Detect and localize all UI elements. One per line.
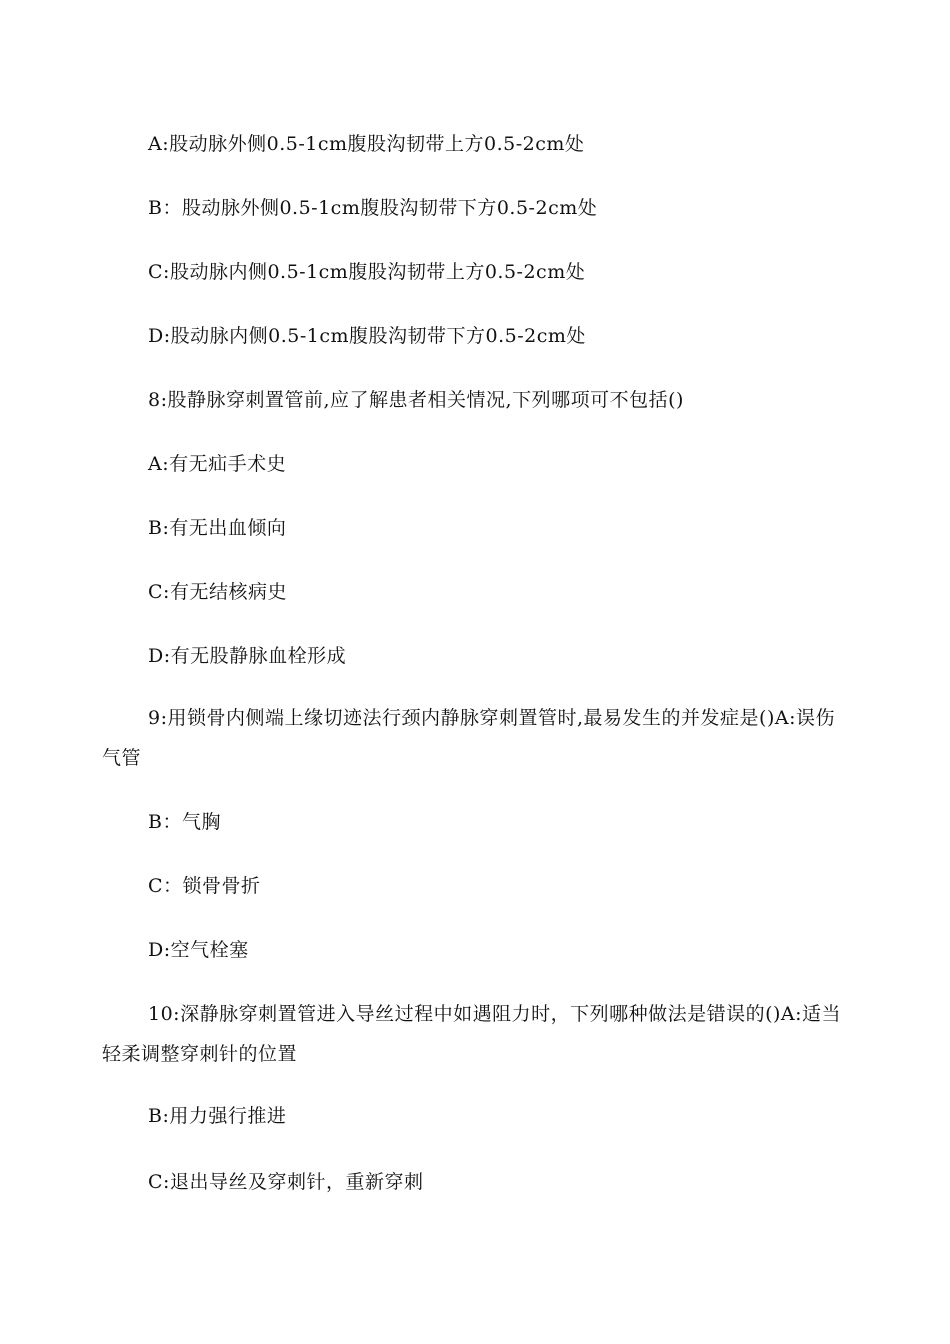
q10-option-c: C:退出导丝及穿刺针，重新穿刺 xyxy=(148,1171,424,1193)
q7-option-b: B：股动脉外侧0.5-1cm腹股沟韧带下方0.5-2cm处 xyxy=(148,197,598,219)
q10-option-b: B:用力强行推进 xyxy=(148,1105,287,1127)
q7-option-a: A:股动脉外侧0.5-1cm腹股沟韧带上方0.5-2cm处 xyxy=(148,133,585,155)
q9-stem: 9:用锁骨内侧端上缘切迹法行颈内静脉穿刺置管时,最易发生的并发症是()A:误伤气管 xyxy=(102,707,835,769)
q8-option-b: B:有无出血倾向 xyxy=(148,517,287,539)
q8-option-c: C:有无结核病史 xyxy=(148,581,287,603)
q10-stem: 10:深静脉穿刺置管进入导丝过程中如遇阻力时，下列哪种做法是错误的()A:适当轻柔调整穿刺针的位置 xyxy=(102,1003,842,1065)
q7-option-c: C:股动脉内侧0.5-1cm腹股沟韧带上方0.5-2cm处 xyxy=(148,261,586,283)
q9-option-d: D:空气栓塞 xyxy=(148,939,249,961)
q8-option-d: D:有无股静脉血栓形成 xyxy=(148,645,347,667)
q7-option-d: D:股动脉内侧0.5-1cm腹股沟韧带下方0.5-2cm处 xyxy=(148,325,586,347)
q8-stem: 8:股静脉穿刺置管前,应了解患者相关情况,下列哪项可不包括() xyxy=(148,389,684,411)
q9-option-b: B：气胸 xyxy=(148,811,221,833)
q9-option-c: C：锁骨骨折 xyxy=(148,875,261,897)
q8-option-a: A:有无疝手术史 xyxy=(148,453,287,475)
